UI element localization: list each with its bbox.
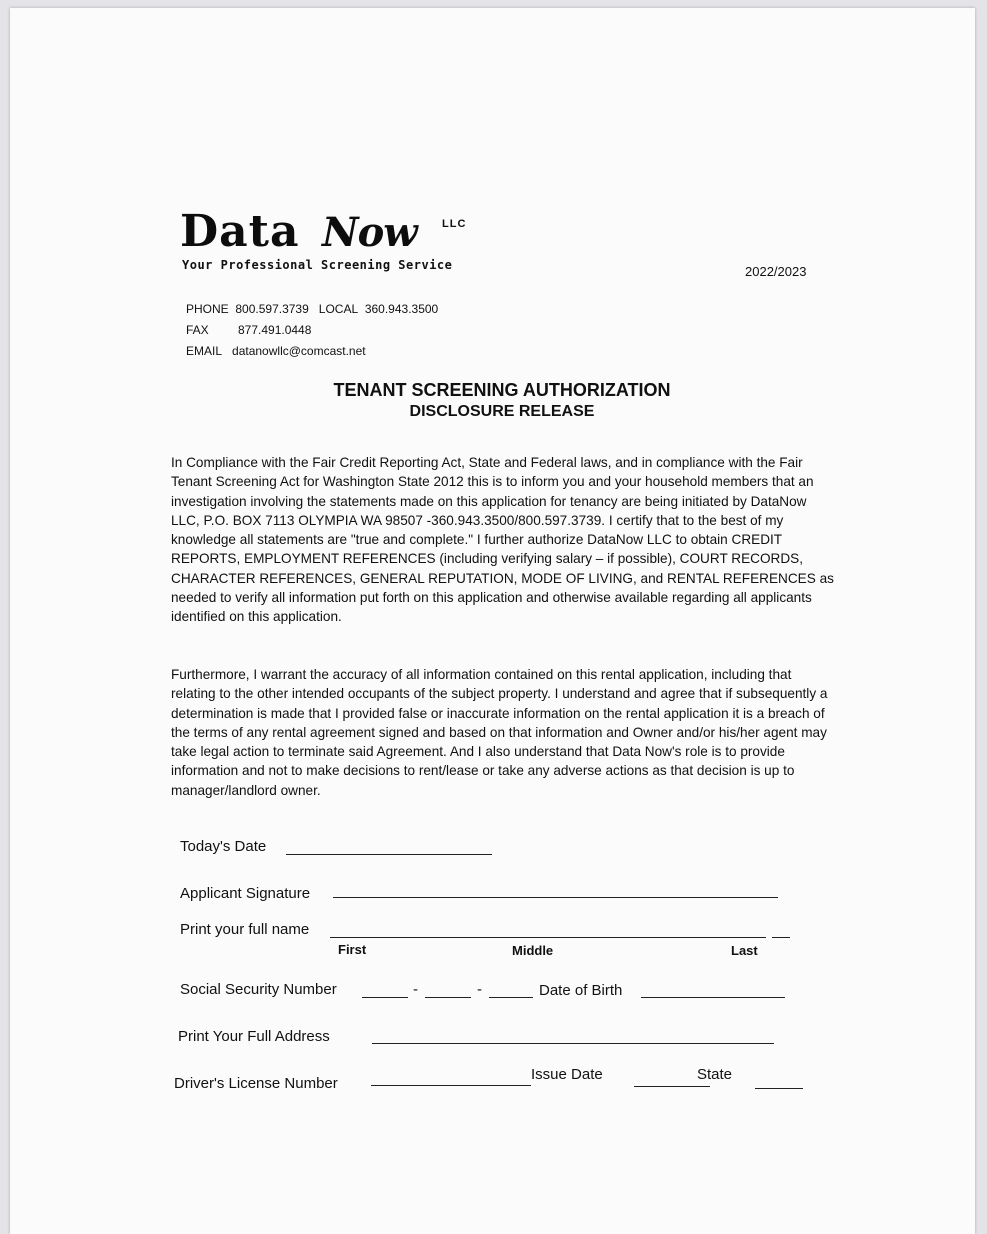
local-label: LOCAL: [318, 302, 359, 316]
document-subtitle: DISCLOSURE RELEASE: [409, 403, 595, 420]
local-number: 360.943.3500: [364, 302, 439, 316]
dob-line[interactable]: [641, 997, 785, 998]
form-year: 2022/2023: [745, 264, 807, 279]
fax-label: FAX: [186, 323, 209, 337]
dob-label: Date of Birth: [539, 982, 623, 999]
address-label: Print Your Full Address: [178, 1028, 330, 1045]
last-name-sublabel: Last: [731, 943, 758, 958]
compliance-paragraph: In Compliance with the Fair Credit Reporting Act, State and Federal laws, and in compliance with the Fair Tenant Screening Act for Washington State 2012 this is to inform you and your household members that an investigation involving the statements made on this application for tenancy are being initiated by DataNow LLC, P.O. BOX 7113 OLYMPIA WA 98507 -360.943.3500/800.597.3739. I certify that to the best of my knowledge all statements are "true and complete." I further authorize DataNow LLC to obtain CREDIT REPORTS, EMPLOYMENT REFERENCES (including verifying salary – if possible), COURT RECORDS, CHARACTER REFERENCES, GENERAL REPUTATION, MODE OF LIVING, and RENTAL REFERENCES as needed to verify all information put forth on this application and otherwise available regarding all applicants identified on this application.: [171, 455, 834, 625]
warranty-paragraph: Furthermore, I warrant the accuracy of all information contained on this rental application, including that relating to the other intended occupants of the subject property. I understand and agree that if subsequently a determination is made that I provided false or inaccurate information on the rental application it is a breach of the terms of any rental agreement signed and based on that information and Owner and/or his/her agent may take legal action to terminate said Agreement. And I also understand that Data Now's role is to provide information and not to make decisions to rent/lease or take any adverse actions as that decision is up to manager/landlord owner.: [171, 667, 828, 798]
contact-fax-row: [186, 323, 209, 337]
todays-date-label: Today's Date: [180, 838, 267, 855]
ssn-part1-line[interactable]: [362, 997, 408, 998]
state-label: State: [697, 1066, 733, 1083]
license-line[interactable]: [371, 1085, 531, 1086]
ssn-dash-1: -: [413, 981, 418, 998]
logo-script-mark: Now: [322, 209, 417, 256]
state-line[interactable]: [755, 1088, 803, 1089]
full-name-line[interactable]: [330, 937, 766, 938]
applicant-signature-label: Applicant Signature: [180, 885, 311, 902]
issue-date-line[interactable]: [634, 1086, 710, 1087]
fax-number: 877.491.0448: [238, 323, 312, 337]
document-title: TENANT SCREENING AUTHORIZATION: [333, 380, 671, 400]
logo-tagline: Your Professional Screening Service: [182, 258, 453, 272]
logo-wordmark: Data: [180, 206, 300, 257]
email-address: datanowllc@comcast.net: [232, 344, 366, 358]
phone-label: PHONE: [186, 302, 229, 316]
middle-name-sublabel: Middle: [512, 943, 554, 958]
todays-date-line[interactable]: [286, 854, 492, 855]
ssn-part2-line[interactable]: [425, 997, 471, 998]
applicant-signature-line[interactable]: [333, 897, 778, 898]
issue-date-label: Issue Date: [531, 1066, 603, 1083]
ssn-dash-2: -: [477, 981, 482, 998]
first-name-sublabel: First: [338, 942, 367, 957]
ssn-part3-line[interactable]: [489, 997, 533, 998]
address-line[interactable]: [372, 1043, 774, 1044]
full-name-line-end: [772, 937, 790, 938]
logo-llc: LLC: [442, 218, 467, 230]
contact-email-row: [186, 344, 366, 358]
contact-phone-row: [186, 302, 438, 316]
license-label: Driver's License Number: [174, 1075, 338, 1092]
ssn-label: Social Security Number: [180, 981, 337, 998]
phone-number: 800.597.3739: [235, 302, 309, 316]
email-label: EMAIL: [186, 344, 223, 358]
full-name-label: Print your full name: [180, 921, 310, 938]
